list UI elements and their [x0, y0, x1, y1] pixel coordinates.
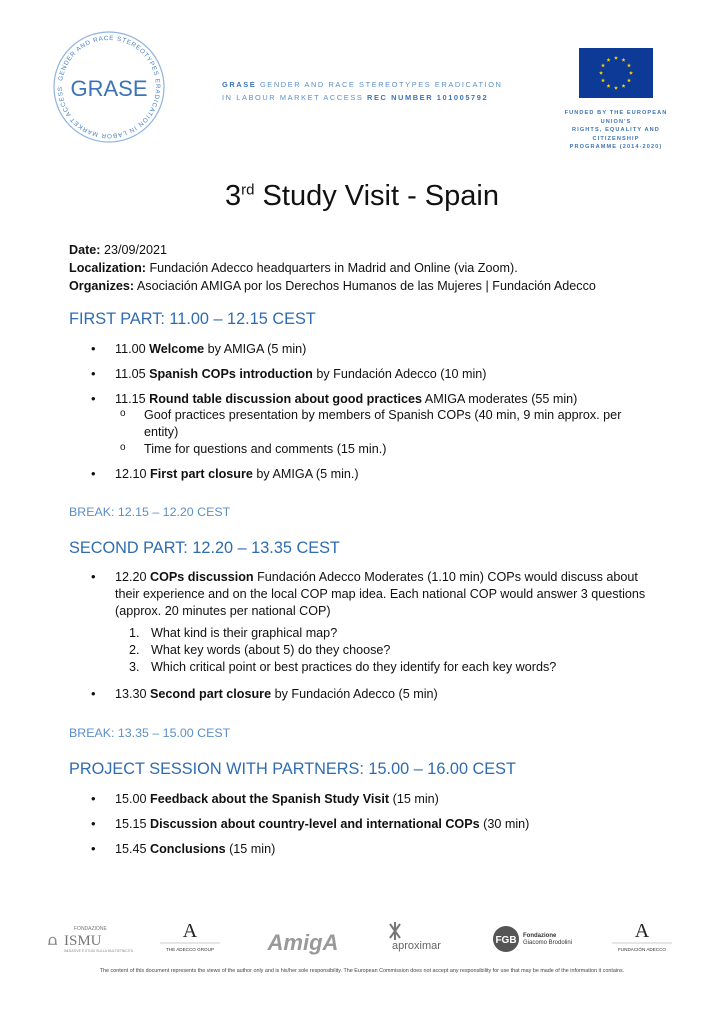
- organizers-line: Organizes: Asociación AMIGA por los Derechos Humanos de las Mujeres | Fundación Adecco: [69, 279, 596, 294]
- svg-text:INIZIATIVE E STUDI SULLA MULTI: INIZIATIVE E STUDI SULLA MULTIETNICITÀ: [64, 949, 134, 953]
- project-session-list: [91, 791, 661, 857]
- svg-text:aproximar: aproximar: [392, 940, 441, 952]
- list-item: • 11.15 Round table discussion about good practices AMIGA moderates (55 min): [91, 391, 661, 408]
- list-item: • 12.20 COPs discussion Fundación Adecco Moderates (1.10 min) COPs would discuss about their experience and on the local COP map idea. Each national COP would answer 3 questions (approx. 20 minutes per national COP): [91, 569, 656, 619]
- disclaimer: The content of this document represents the views of the author only and is his/her sole responsibility. The European Commission does not accept any responsibility for use that may be made of the information it contains.: [99, 968, 625, 974]
- list-item: • 12.10 First part closure by AMIGA (5 min.): [91, 466, 661, 483]
- fundacion-adecco-logo: [602, 918, 682, 960]
- questions-list: [129, 625, 656, 675]
- break-2: BREAK: 13.35 – 15.00 CEST: [69, 726, 231, 740]
- project-session-heading: PROJECT SESSION WITH PARTNERS: 15.00 – 16.00 CEST: [69, 760, 516, 778]
- svg-text:A: A: [634, 920, 650, 942]
- amiga-logo: [265, 918, 345, 960]
- list-item: • 15.15 Discussion about country-level and international COPs (30 min): [91, 816, 661, 833]
- partner-logos: [40, 918, 684, 960]
- sub-item: o Goof practices presentation by members of Spanish COPs (40 min, 9 min approx. per entity): [120, 407, 639, 441]
- list-item: • 15.45 Conclusions (15 min): [91, 841, 661, 858]
- svg-text:THE ADECCO GROUP: THE ADECCO GROUP: [166, 947, 214, 952]
- second-part-heading: SECOND PART: 12.20 – 13.35 CEST: [69, 539, 340, 557]
- list-item: • 11.05 Spanish COPs introduction by Fundación Adecco (10 min): [91, 366, 661, 383]
- sub-item: o Time for questions and comments (15 min.): [120, 441, 661, 458]
- second-part-list: [91, 569, 656, 703]
- break-1: BREAK: 12.15 – 12.20 CEST: [69, 505, 231, 519]
- ismu-logo: [46, 918, 134, 960]
- svg-text:AmigA: AmigA: [267, 930, 339, 955]
- first-part-list: [91, 341, 661, 483]
- localization-line: Localization: Fundación Adecco headquarters in Madrid and Online (via Zoom).: [69, 261, 518, 276]
- svg-text:FONDAZIONE: FONDAZIONE: [74, 926, 107, 932]
- list-item: • 11.00 Welcome by AMIGA (5 min): [91, 341, 661, 358]
- eu-funding-note: FUNDED BY THE EUROPEAN UNION'S RIGHTS, EQUALITY AND CITIZENSHIP PROGRAMME (2014-2020): [564, 110, 668, 151]
- question-item: 2. What key words (about 5) do they choose?: [129, 643, 391, 658]
- project-tagline: GRASE GENDER AND RACE STEREOTYPES ERADICATION IN LABOUR MARKET ACCESS REC NUMBER 101005792: [222, 80, 503, 102]
- date-line: Date: 23/09/2021: [69, 243, 168, 257]
- eu-flag-icon: [579, 48, 653, 98]
- fgb-logo: [490, 918, 580, 960]
- aproximar-logo: [380, 918, 460, 960]
- question-item: 1. What kind is their graphical map?: [129, 626, 338, 641]
- svg-text:A: A: [182, 920, 198, 942]
- list-item: • 13.30 Second part closure by Fundación Adecco (5 min): [91, 686, 656, 703]
- list-item: • 15.00 Feedback about the Spanish Study Visit (15 min): [91, 791, 661, 808]
- svg-text:FGB: FGB: [495, 935, 517, 946]
- svg-text:Giacomo Brodolini: Giacomo Brodolini: [523, 940, 573, 946]
- grase-logo: [50, 28, 168, 146]
- svg-text:⩍: ⩍: [48, 934, 58, 949]
- logo-ring-text: GENDER AND RACE STEREOTYPES ERADICATION IN LABOR MARKET ACCESS: [56, 34, 162, 140]
- question-item: 3. Which critical point or best practices do they identify for each key words?: [129, 659, 557, 674]
- page-title: 3rd Study Visit - Spain: [225, 180, 499, 212]
- adecco-group-logo: [150, 918, 230, 960]
- first-part-heading: FIRST PART: 11.00 – 12.15 CEST: [69, 310, 316, 328]
- svg-text:ISMU: ISMU: [64, 933, 102, 949]
- logo-word: GRASE: [70, 76, 148, 101]
- svg-text:FUNDACIÓN ADECCO: FUNDACIÓN ADECCO: [618, 947, 666, 952]
- svg-text:Fondazione: Fondazione: [523, 933, 557, 939]
- event-meta: [69, 241, 596, 296]
